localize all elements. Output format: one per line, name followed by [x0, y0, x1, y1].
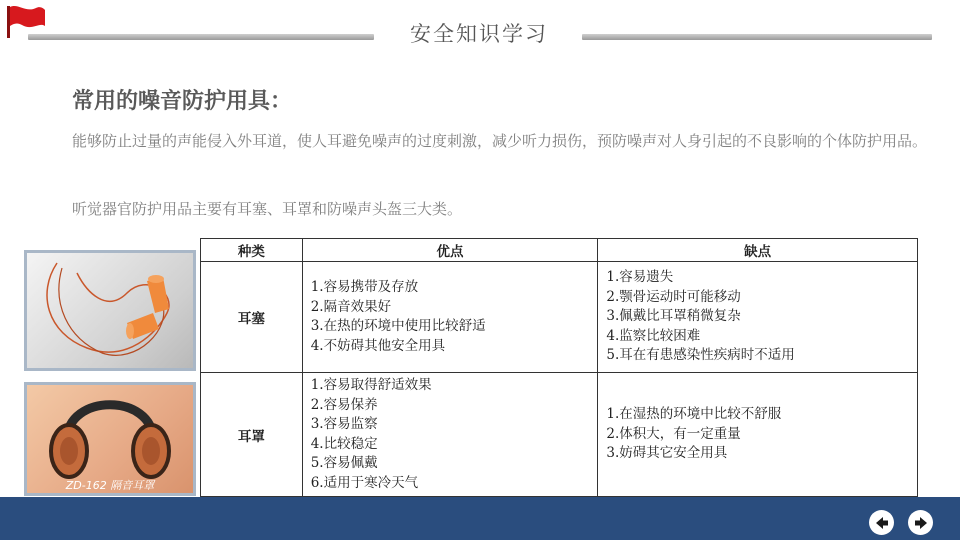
next-slide-button[interactable]: [908, 510, 933, 535]
comparison-table: [200, 238, 918, 497]
intro-paragraph: 能够防止过量的声能侵入外耳道，使人耳避免噪声的过度刺激，减少听力损伤，预防噪声对人身引起的不良影响的个体防护用品。: [72, 132, 928, 150]
table-row: [201, 262, 918, 373]
red-flag-icon: [6, 4, 46, 38]
list-item: 5.容易佩戴: [310, 455, 378, 471]
kind-earplug: 耳塞: [201, 262, 303, 373]
cons-cell: [598, 262, 918, 373]
table-header-row: [201, 239, 918, 262]
list-item: 2.容易保养: [310, 396, 378, 413]
section-title: 常用的噪音防护用具：: [72, 89, 293, 114]
list-item: 4.不妨碍其他安全用具: [310, 337, 446, 354]
list-item: 3.妨碍其它安全用具: [606, 445, 728, 462]
arrow-right-icon: [913, 515, 929, 531]
page-title: 安全知识学习: [410, 22, 548, 46]
list-item: 2.体积大，有一定重量: [606, 425, 741, 442]
kind-earmuff: 耳罩: [201, 373, 303, 497]
pros-cell: [302, 262, 598, 373]
list-item: 4.监察比较困难: [606, 327, 701, 344]
pros-cell: [302, 373, 598, 497]
header-divider-right: [582, 34, 932, 40]
list-item: 4.比较稳定: [310, 435, 378, 452]
earmuff-caption: ZD-162 隔音耳罩: [65, 479, 155, 492]
arrow-left-icon: [874, 515, 890, 531]
list-item: 1.容易取得舒适效果: [310, 377, 432, 393]
header-kind: 种类: [201, 239, 303, 262]
list-item: 1.容易遗失: [606, 269, 674, 286]
footer-bar: [0, 497, 960, 540]
header-cons: 缺点: [598, 239, 918, 262]
list-item: 2.颚骨运动时可能移动: [606, 288, 741, 305]
list-item: 3.容易监察: [310, 416, 378, 432]
list-item: 5.耳在有患感染性疾病时不适用: [606, 347, 795, 364]
list-item: 1.在湿热的环境中比较不舒服: [606, 406, 782, 423]
list-item: 6.适用于寒冷天气: [310, 474, 419, 491]
categories-paragraph: 听觉器官防护用品主要有耳塞、耳罩和防噪声头盔三大类。: [72, 200, 463, 218]
previous-slide-button[interactable]: [869, 510, 894, 535]
list-item: 1.容易携带及存放: [310, 279, 419, 295]
cons-cell: [598, 373, 918, 497]
earplug-photo: [24, 250, 196, 371]
list-item: 2.隔音效果好: [310, 298, 392, 315]
list-item: 3.佩戴比耳罩稍微复杂: [606, 308, 741, 325]
header-divider-left: [28, 34, 374, 40]
table-row: [201, 373, 918, 497]
list-item: 3.在热的环境中使用比较舒适: [310, 318, 486, 334]
header-pros: 优点: [302, 239, 598, 262]
earmuff-photo: [24, 382, 196, 496]
